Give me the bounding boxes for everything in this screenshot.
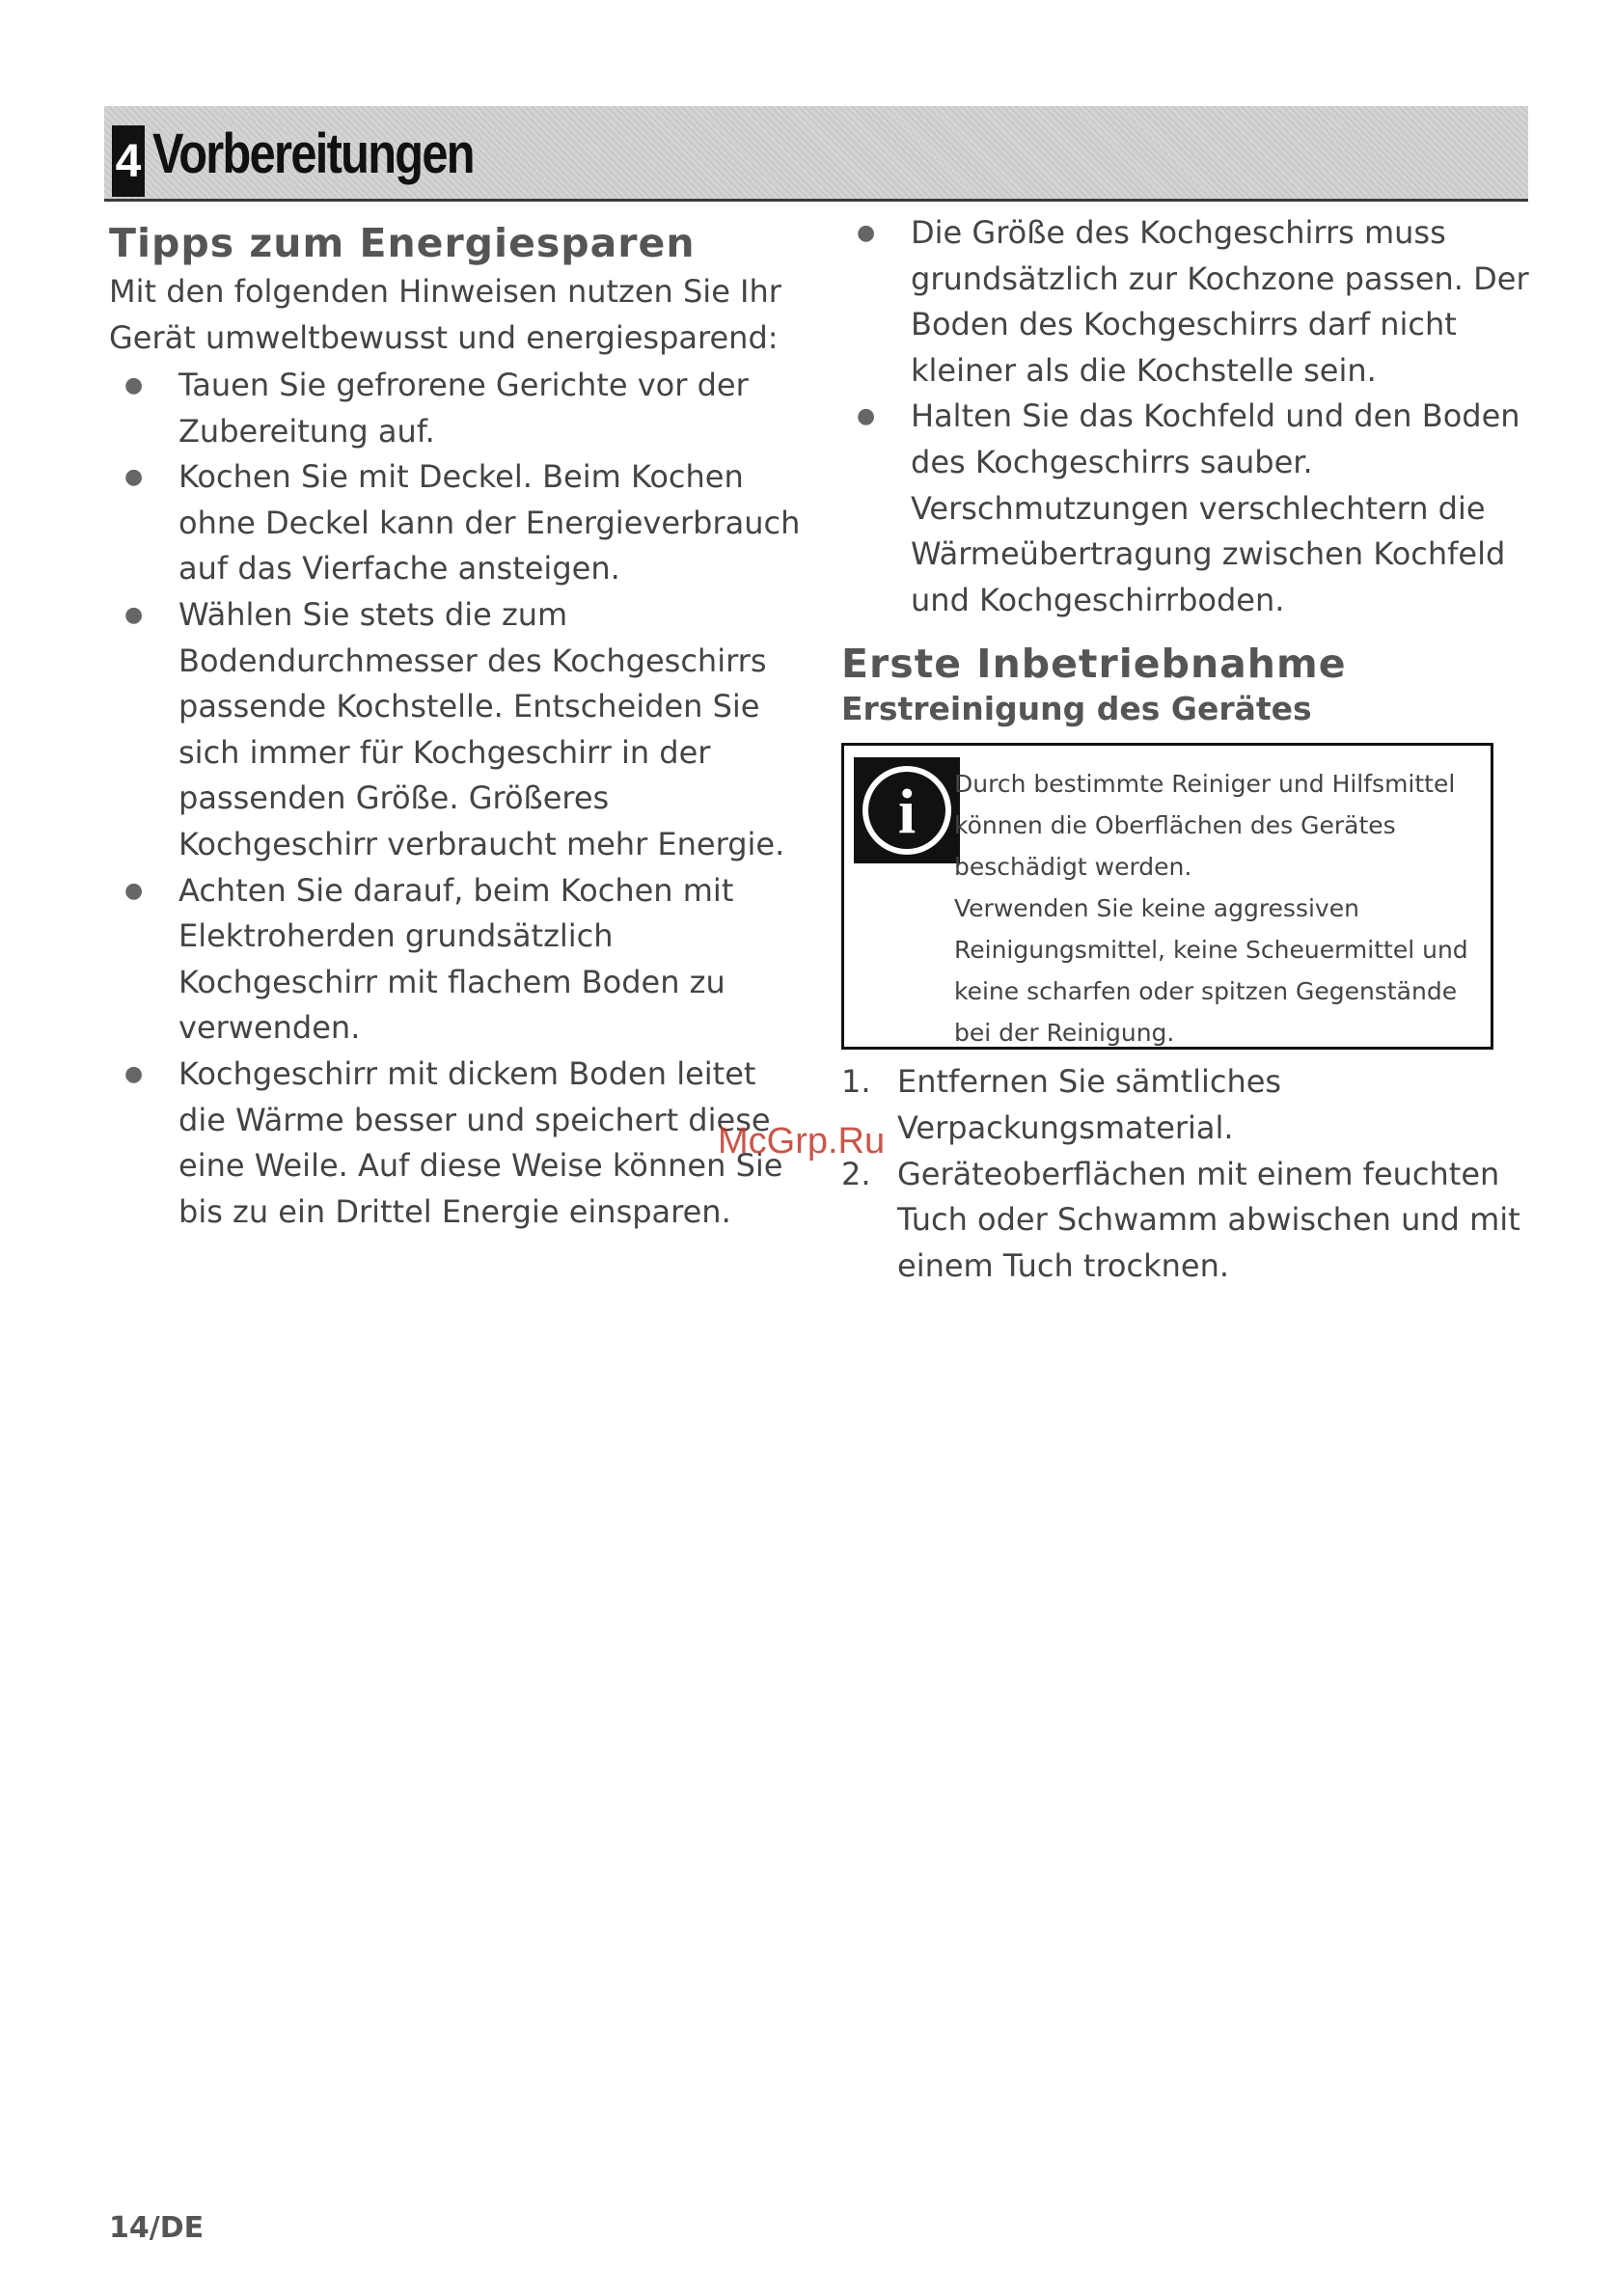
info-advice: Verwenden Sie keine aggressiven Reinigungsmittel, keine Scheuermittel und keine scharfen oder spitzen Gegenstände bei der Reinigung. <box>954 894 1468 1048</box>
bullet-icon: ● <box>124 1061 144 1086</box>
chapter-title: Vorbereitungen <box>152 123 474 185</box>
bullet-icon: ● <box>124 878 144 903</box>
chapter-number: 4 <box>112 125 145 197</box>
bullet-icon: ● <box>124 373 144 397</box>
list-item: ● Tauen Sie gefrorene Gerichte vor der Zubereitung auf. <box>109 363 804 454</box>
list-item: ● Achten Sie darauf, beim Kochen mit Elektroherden grundsätzlich Kochgeschirr mit flachem Boden zu verwenden. <box>109 868 804 1052</box>
intro-paragraph: Mit den folgenden Hinweisen nutzen Sie Ihr Gerät umweltbewusst und energiesparend: <box>109 273 781 356</box>
section-heading-energy: Tipps zum Energiesparen <box>109 220 696 266</box>
list-item: ● Halten Sie das Kochfeld und den Boden des Kochgeschirrs sauber. Verschmutzungen verschlechtern die Wärmeübertragung zwischen Kochfeld und Kochgeschirrboden. <box>841 394 1536 623</box>
cleaning-steps <box>841 1059 1536 1289</box>
section-heading-first-use: Erste Inbetriebnahme <box>841 641 1347 688</box>
list-item: ● Kochen Sie mit Deckel. Beim Kochen ohne Deckel kann der Energieverbrauch auf das Vierfache ansteigen. <box>109 454 804 592</box>
info-icon-glyph: i <box>897 777 917 848</box>
list-item: ● Die Größe des Kochgeschirrs muss grundsätzlich zur Kochzone passen. Der Boden des Kochgeschirrs darf nicht kleiner als die Kochstelle sein. <box>841 210 1536 394</box>
left-column <box>109 218 804 1235</box>
info-warning: Durch bestimmte Reiniger und Hilfsmittel können die Oberflächen des Gerätes beschädigt werden. <box>954 770 1456 882</box>
right-column <box>841 210 1536 1289</box>
list-item: 2. Geräteoberflächen mit einem feuchten Tuch oder Schwamm abwischen und mit einem Tuch trocknen. <box>841 1155 1520 1284</box>
page-number: 14/DE <box>109 2211 205 2245</box>
subsection-heading-cleaning: Erstreinigung des Gerätes <box>841 690 1312 728</box>
list-item: ● Wählen Sie stets die zum Bodendurchmesser des Kochgeschirrs passende Kochstelle. Entscheiden Sie sich immer für Kochgeschirr in der passenden Größe. Größeres Kochgeschirr verbraucht mehr Energie. <box>109 592 804 868</box>
list-item: ● Kochgeschirr mit dickem Boden leitet die Wärme besser und speichert diese eine Weile. Auf diese Weise können Sie bis zu ein Drittel Energie einsparen. <box>109 1052 804 1235</box>
watermark: McGrp.Ru <box>718 1121 886 1162</box>
info-box <box>841 743 1493 1050</box>
chapter-header <box>104 106 1528 202</box>
energy-tips-list <box>109 363 804 1235</box>
info-text <box>954 763 1485 1053</box>
bullet-icon: ● <box>124 465 144 490</box>
bullet-icon: ● <box>857 404 876 429</box>
bullet-icon: ● <box>857 221 876 245</box>
info-icon <box>854 757 960 863</box>
bullet-icon: ● <box>124 602 144 627</box>
cookware-tips-list <box>841 210 1536 623</box>
list-item: 1. Entfernen Sie sämtliches Verpackungsmaterial. <box>841 1063 1282 1146</box>
